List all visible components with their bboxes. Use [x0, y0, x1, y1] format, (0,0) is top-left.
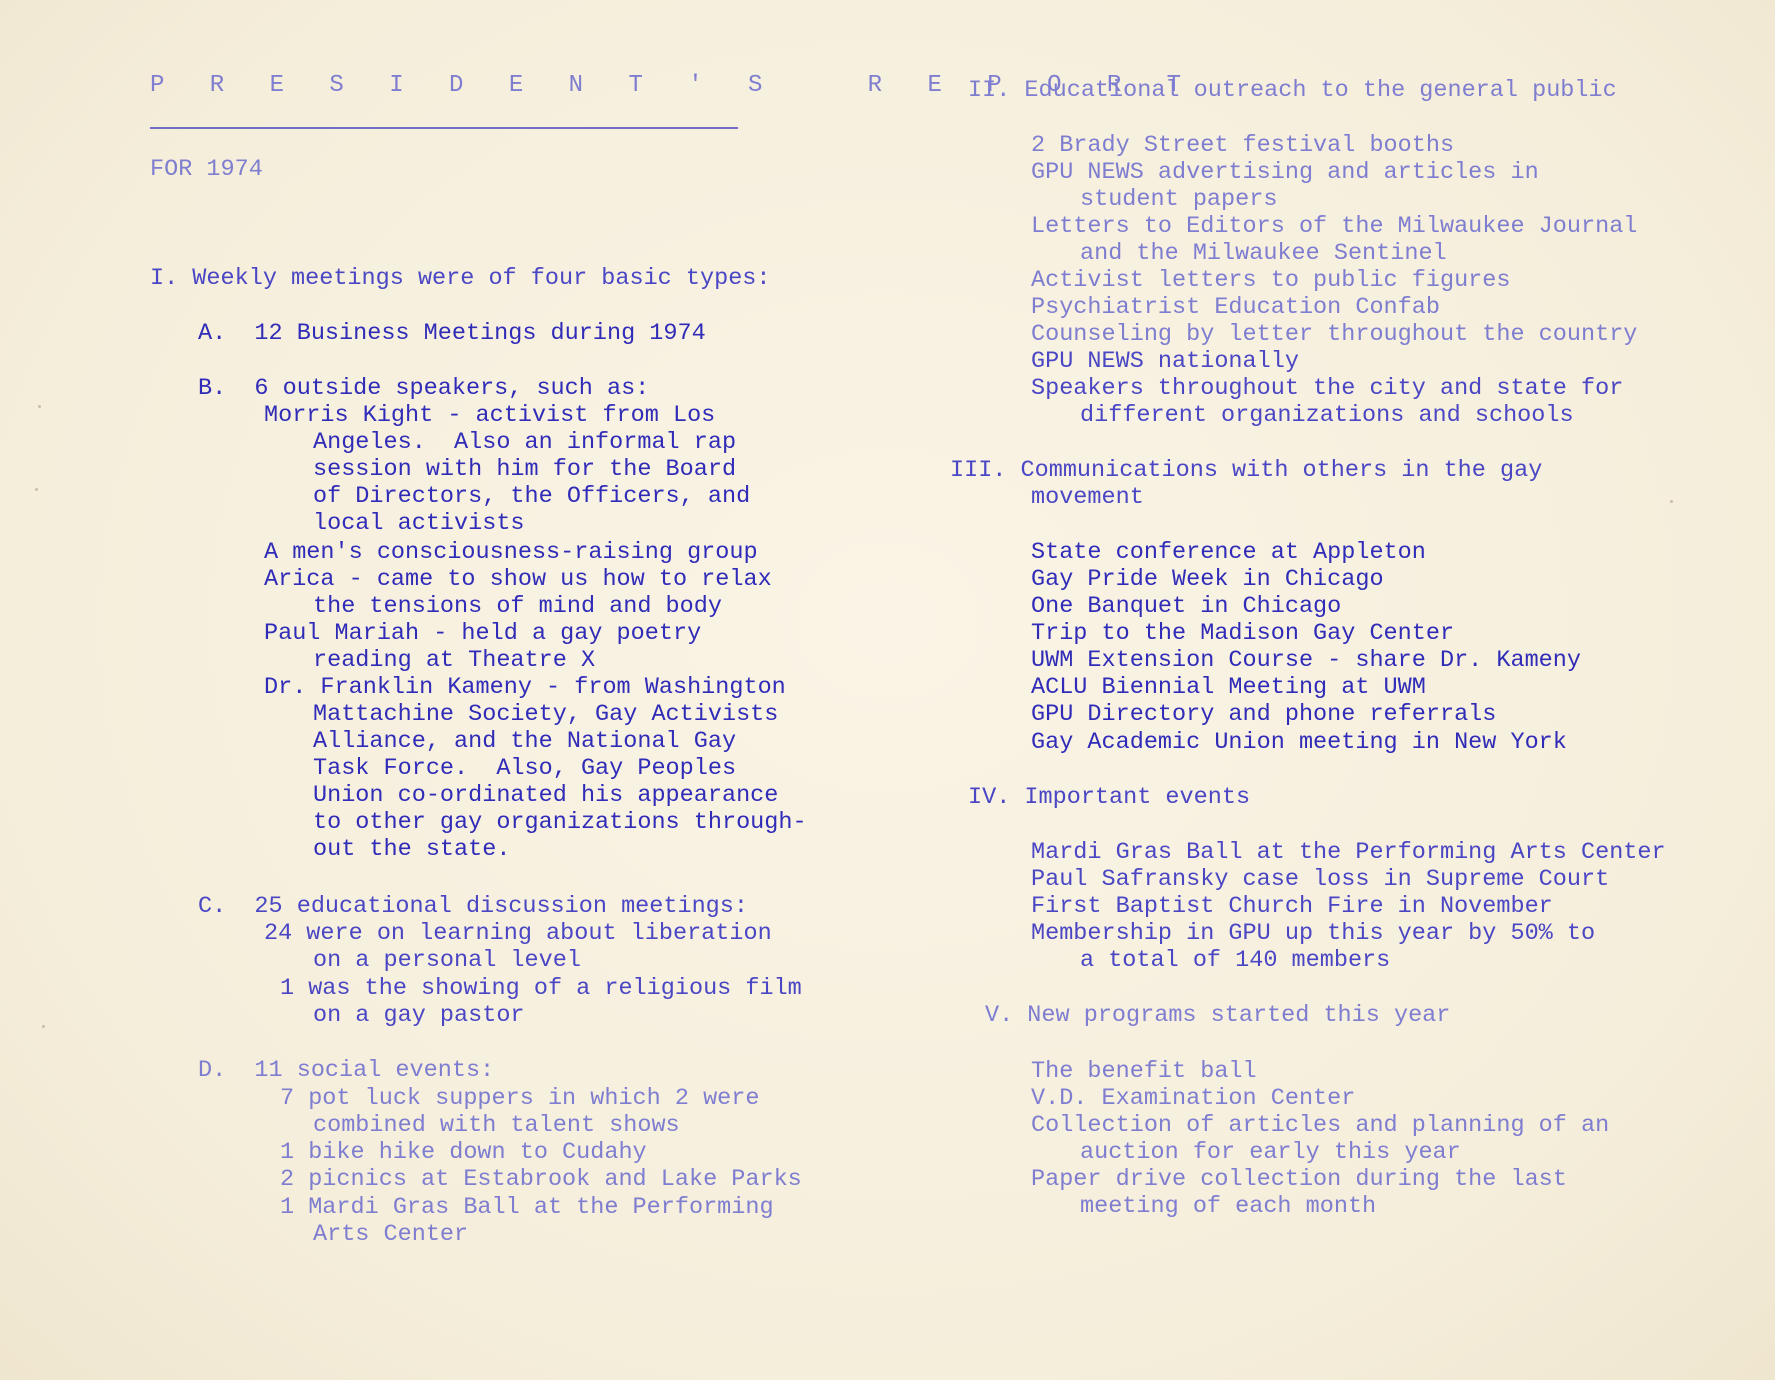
section-i-b-line: A men's consciousness-raising group: [264, 539, 758, 566]
section-i-c-line: C. 25 educational discussion meetings:: [198, 893, 748, 920]
section-v-item: Paper drive collection during the last: [1031, 1166, 1567, 1193]
paper-speck: [38, 405, 41, 408]
section-ii-item: and the Milwaukee Sentinel: [1080, 240, 1447, 267]
section-i-b-line: Arica - came to show us how to relax: [264, 566, 772, 593]
section-iii-item: Trip to the Madison Gay Center: [1031, 620, 1455, 647]
section-i-c-line: on a gay pastor: [313, 1002, 525, 1029]
section-iii-item: One Banquet in Chicago: [1031, 593, 1342, 620]
section-iii-item: Gay Academic Union meeting in New York: [1031, 729, 1567, 756]
section-ii-item: Activist letters to public figures: [1031, 267, 1511, 294]
section-ii-item: different organizations and schools: [1080, 402, 1574, 429]
section-i-b-line: Angeles. Also an informal rap: [313, 429, 737, 456]
section-ii-item: 2 Brady Street festival booths: [1031, 132, 1455, 159]
section-iv-item: Membership in GPU up this year by 50% to: [1031, 920, 1596, 947]
section-i-d-line: combined with talent shows: [313, 1112, 680, 1139]
section-v-item: Collection of articles and planning of an: [1031, 1112, 1610, 1139]
section-iv-item: Mardi Gras Ball at the Performing Arts Center: [1031, 839, 1666, 866]
section-i-d-line: 1 bike hike down to Cudahy: [280, 1139, 647, 1166]
section-iii-heading: III. Communications with others in the gay: [950, 457, 1543, 484]
section-v-item: auction for early this year: [1080, 1139, 1461, 1166]
section-i-b-line: out the state.: [313, 836, 511, 863]
section-iii-item: State conference at Appleton: [1031, 539, 1426, 566]
section-i-d-line: D. 11 social events:: [198, 1057, 495, 1084]
section-i-b-line: session with him for the Board: [313, 456, 737, 483]
section-i-c-line: 24 were on learning about liberation: [264, 920, 772, 947]
section-ii-item: Letters to Editors of the Milwaukee Journal: [1031, 213, 1638, 240]
section-i-b-line: Mattachine Society, Gay Activists: [313, 701, 779, 728]
section-i-c-line: on a personal level: [313, 947, 581, 974]
section-i-d-line: Arts Center: [313, 1221, 469, 1248]
section-iv-item: a total of 140 members: [1080, 947, 1391, 974]
section-iv-item: Paul Safransky case loss in Supreme Court: [1031, 866, 1610, 893]
report-subtitle: FOR 1974: [150, 156, 263, 183]
section-i-b-line: Morris Kight - activist from Los: [264, 402, 716, 429]
section-i-b-line: Alliance, and the National Gay: [313, 728, 737, 755]
paper-speck: [42, 1025, 45, 1028]
section-i-b-line: of Directors, the Officers, and: [313, 483, 751, 510]
section-i-d-line: 1 Mardi Gras Ball at the Performing: [280, 1194, 774, 1221]
section-i-heading: I. Weekly meetings were of four basic types:: [150, 265, 771, 292]
section-v-heading: V. New programs started this year: [985, 1002, 1451, 1029]
section-iii-heading-cont: movement: [1031, 484, 1144, 511]
section-i-d-line: 2 picnics at Estabrook and Lake Parks: [280, 1166, 802, 1193]
section-i-c-line: 1 was the showing of a religious film: [280, 975, 802, 1002]
section-i-b-line: Dr. Franklin Kameny - from Washington: [264, 674, 786, 701]
paper-speck: [1670, 500, 1673, 503]
section-ii-item: Counseling by letter throughout the country: [1031, 321, 1638, 348]
section-iii-item: UWM Extension Course - share Dr. Kameny: [1031, 647, 1581, 674]
section-i-b-line: Paul Mariah - held a gay poetry: [264, 620, 702, 647]
section-v-item: V.D. Examination Center: [1031, 1085, 1356, 1112]
title-underline: [150, 127, 738, 129]
section-ii-item: Psychiatrist Education Confab: [1031, 294, 1440, 321]
section-ii-item: Speakers throughout the city and state for: [1031, 375, 1624, 402]
section-i-b-line: reading at Theatre X: [313, 647, 596, 674]
report-title: P R E S I D E N T ' S R E P O R T: [150, 72, 1197, 99]
section-i-b-line: the tensions of mind and body: [313, 593, 722, 620]
section-i-b-line: Union co-ordinated his appearance: [313, 782, 779, 809]
section-iv-item: First Baptist Church Fire in November: [1031, 893, 1553, 920]
section-iv-heading: IV. Important events: [968, 784, 1251, 811]
section-ii-heading: II. Educational outreach to the general public: [968, 77, 1617, 104]
section-i-d-line: 7 pot luck suppers in which 2 were: [280, 1085, 760, 1112]
section-i-b-line: Task Force. Also, Gay Peoples: [313, 755, 737, 782]
section-ii-item: GPU NEWS advertising and articles in: [1031, 159, 1539, 186]
section-i-item-a: A. 12 Business Meetings during 1974: [198, 320, 706, 347]
section-iii-item: GPU Directory and phone referrals: [1031, 701, 1497, 728]
section-ii-item: student papers: [1080, 186, 1278, 213]
section-i-b-line: local activists: [313, 510, 525, 537]
section-iii-item: Gay Pride Week in Chicago: [1031, 566, 1384, 593]
section-ii-item: GPU NEWS nationally: [1031, 348, 1299, 375]
section-i-b-line: B. 6 outside speakers, such as:: [198, 375, 650, 402]
paper-speck: [35, 488, 38, 491]
section-iii-item: ACLU Biennial Meeting at UWM: [1031, 674, 1426, 701]
section-i-b-line: to other gay organizations through-: [313, 809, 807, 836]
section-v-item: meeting of each month: [1080, 1193, 1377, 1220]
section-v-item: The benefit ball: [1031, 1058, 1257, 1085]
